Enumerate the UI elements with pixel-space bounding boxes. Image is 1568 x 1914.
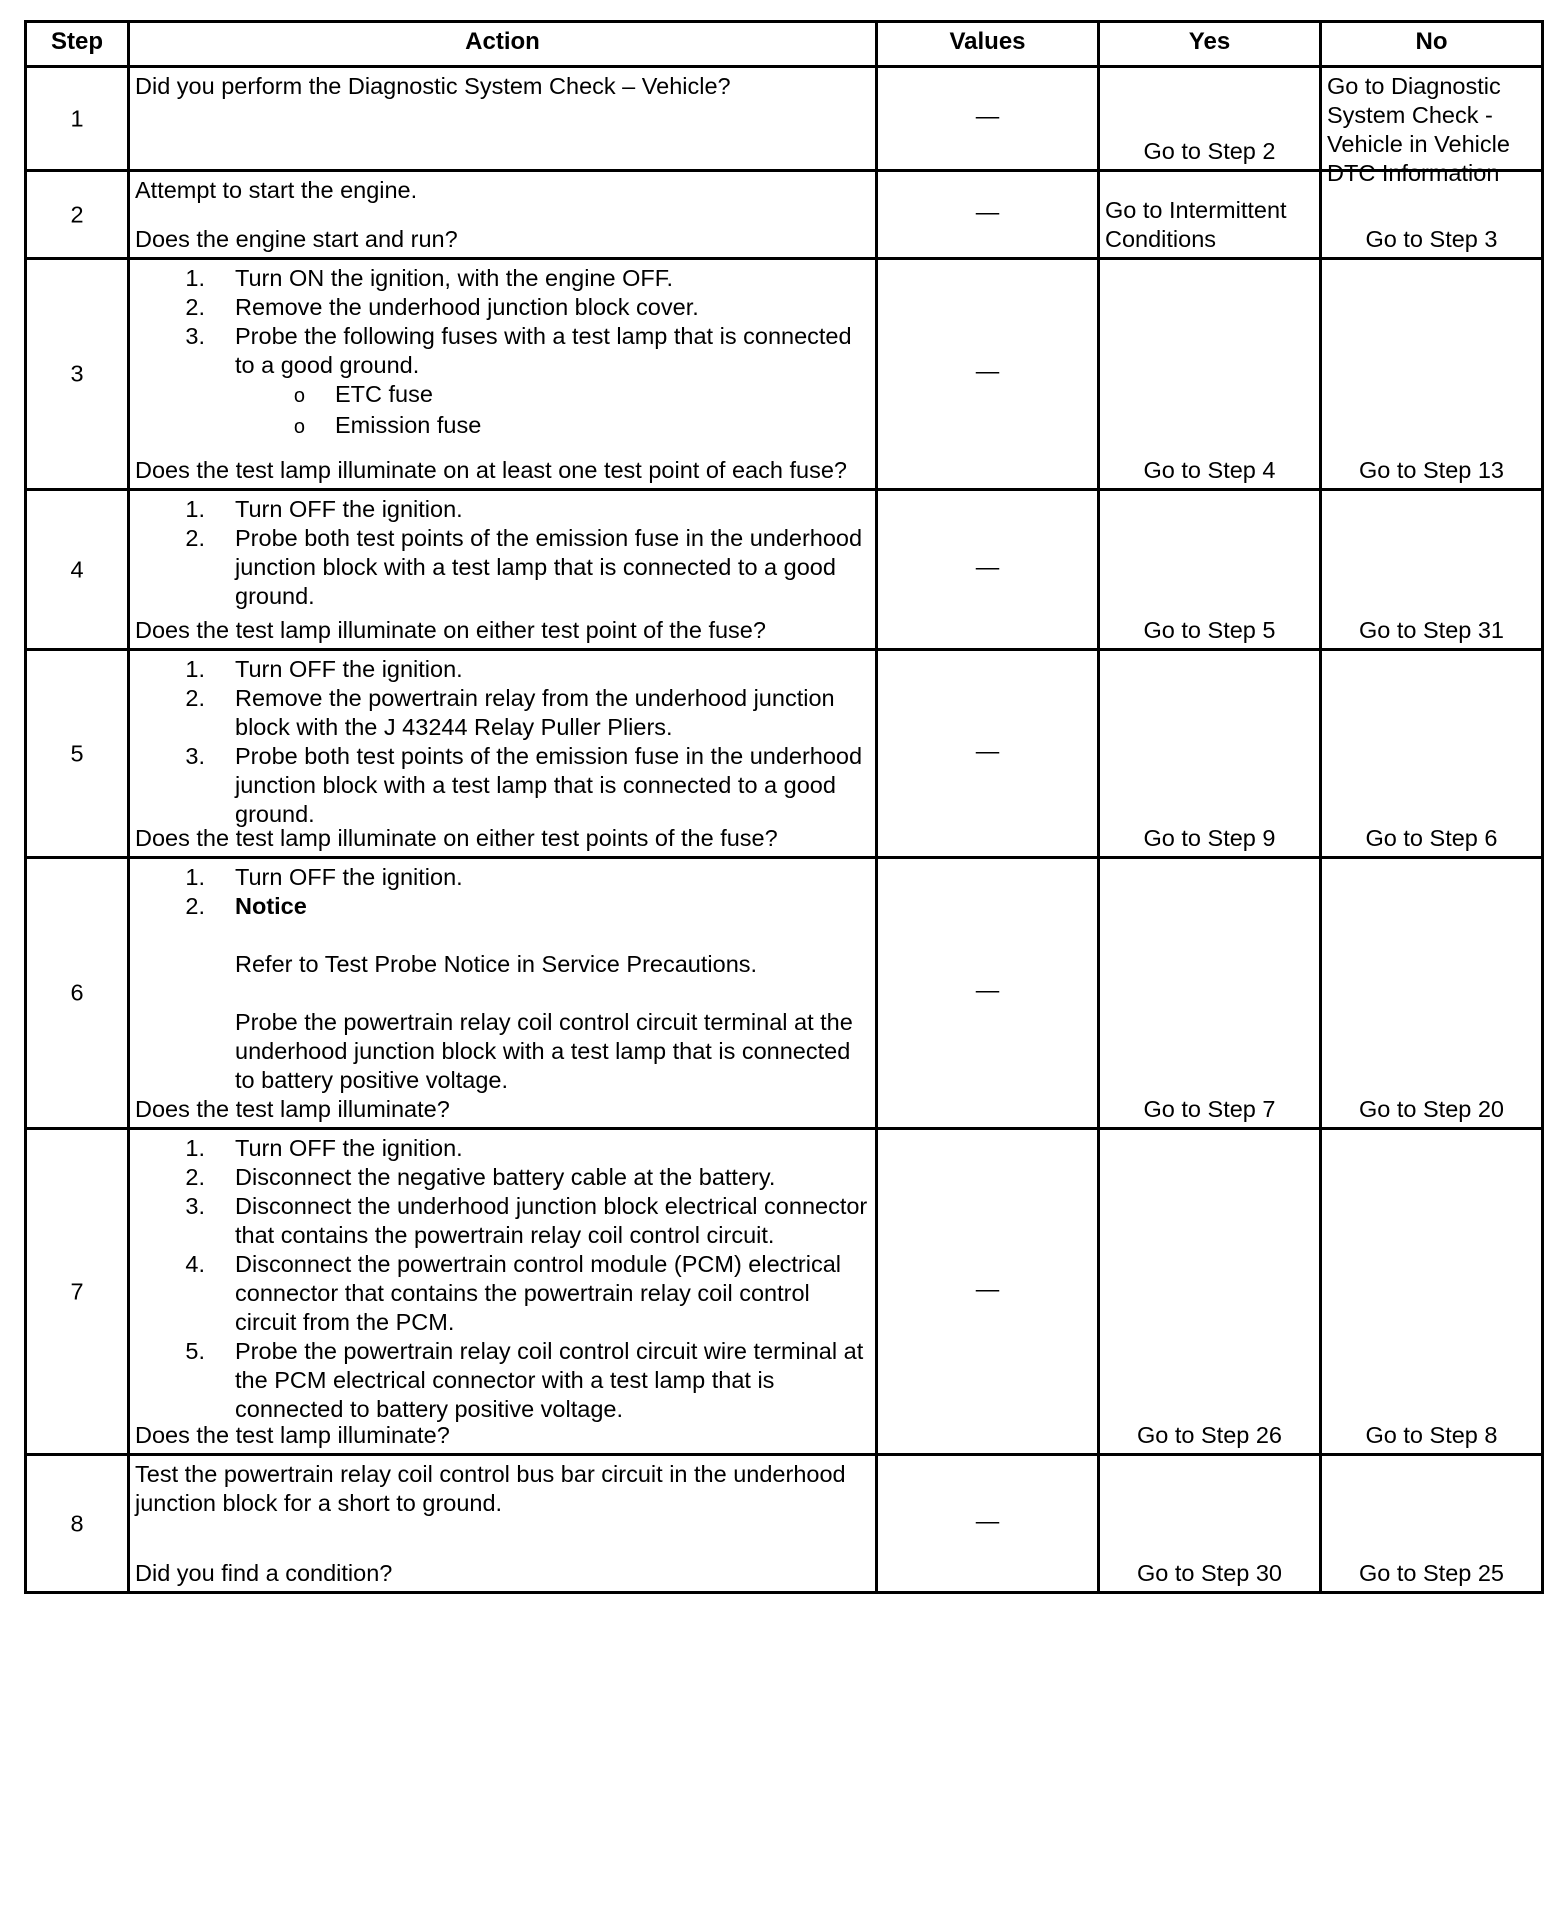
list-item: 5. Probe the powertrain relay coil control circuit wire terminal at the PCM electrical connector with a test lamp that is connected to battery positive voltage. xyxy=(185,1338,864,1422)
notice-label: Notice xyxy=(235,893,307,919)
list-item: 3. Probe the following fuses with a test lamp that is connected to a good ground. xyxy=(185,323,852,378)
action-text: Did you perform the Diagnostic System Check – Vehicle? xyxy=(135,73,731,99)
no-link[interactable]: Go to Step 6 xyxy=(1365,825,1498,851)
values-dash: — xyxy=(975,1507,1000,1534)
no-link[interactable]: Go to Step 13 xyxy=(1358,457,1505,483)
no-link[interactable]: Go to Step 25 xyxy=(1358,1560,1505,1586)
values-dash: — xyxy=(975,357,1000,384)
header-no: No xyxy=(1319,23,1541,65)
step-number: 3 xyxy=(70,360,84,387)
table-row xyxy=(27,169,1541,257)
action-question: Does the test lamp illuminate? xyxy=(135,1422,450,1448)
header-values: Values xyxy=(875,23,1097,65)
no-link[interactable]: Go to Step 31 xyxy=(1358,617,1505,643)
action-text: Test the powertrain relay coil control bus bar circuit in the underhood junction block for a short to ground. xyxy=(135,1461,846,1516)
list-item: 3. Probe both test points of the emission fuse in the underhood junction block with a test lamp that is connected to a good ground. xyxy=(185,743,863,827)
yes-link[interactable]: Go to Step 30 xyxy=(1136,1560,1283,1586)
probe-text: Probe the powertrain relay coil control circuit terminal at the underhood junction block with a test lamp that is connected to battery positive voltage. xyxy=(235,1009,853,1093)
values-dash: — xyxy=(975,737,1000,764)
notice-text: Refer to Test Probe Notice in Service Precautions. xyxy=(235,951,758,977)
header-step: Step xyxy=(50,28,103,55)
list-item: 2. Probe both test points of the emission fuse in the underhood junction block with a test lamp that is connected to a good ground. xyxy=(185,525,863,609)
table-row xyxy=(27,856,1541,1127)
yes-link[interactable]: Go to Step 26 xyxy=(1136,1422,1283,1448)
yes-link[interactable]: Go to Step 5 xyxy=(1143,617,1276,643)
no-link[interactable]: Go to Diagnostic System Check - Vehicle in Vehicle DTC Information xyxy=(1327,73,1510,186)
action-question: Does the test lamp illuminate on either test point of the fuse? xyxy=(135,617,766,643)
step-number: 1 xyxy=(70,105,84,131)
action-question: Does the test lamp illuminate on at least one test point of each fuse? xyxy=(135,457,847,483)
values-dash: — xyxy=(975,1275,1000,1302)
table-row xyxy=(27,1127,1541,1453)
yes-link[interactable]: Go to Intermittent Conditions xyxy=(1105,197,1287,252)
list-item: 1. Turn OFF the ignition. xyxy=(185,656,463,682)
no-link[interactable]: Go to Step 3 xyxy=(1365,226,1498,252)
action-question: Does the test lamp illuminate? xyxy=(135,1096,450,1122)
step-number: 2 xyxy=(70,201,84,227)
values-dash: — xyxy=(975,976,1000,1003)
step-number: 8 xyxy=(70,1510,84,1536)
values-dash: — xyxy=(975,553,1000,580)
table-row xyxy=(27,1453,1541,1591)
action-question: Did you find a condition? xyxy=(135,1560,393,1586)
sub-list-item: o ETC fuse xyxy=(293,381,433,407)
list-item: 1. Turn ON the ignition, with the engine OFF. xyxy=(185,265,674,291)
header-yes: Yes xyxy=(1097,23,1319,65)
step-number: 7 xyxy=(70,1278,84,1304)
yes-link[interactable]: Go to Step 4 xyxy=(1143,457,1276,483)
table-row xyxy=(27,648,1541,856)
no-link[interactable]: Go to Step 8 xyxy=(1365,1422,1498,1448)
yes-link[interactable]: Go to Step 7 xyxy=(1143,1096,1276,1122)
list-item: 1. Turn OFF the ignition. xyxy=(185,1135,463,1161)
yes-link[interactable]: Go to Step 2 xyxy=(1143,138,1276,164)
values-dash: — xyxy=(975,102,1000,129)
sub-list-item: o Emission fuse xyxy=(293,412,482,438)
list-item: 2. Disconnect the negative battery cable at the battery. xyxy=(185,1164,776,1190)
table-header xyxy=(27,23,1541,65)
header-action: Action xyxy=(127,23,875,65)
list-item: 2. Notice xyxy=(135,892,872,921)
table-row xyxy=(27,257,1541,488)
list-item: 1. Turn OFF the ignition. xyxy=(185,864,463,890)
action-text: Attempt to start the engine. xyxy=(135,177,418,203)
list-item: 1. Turn OFF the ignition. xyxy=(185,496,463,522)
diagnostic-table xyxy=(24,20,1544,1594)
list-item: 2. Remove the powertrain relay from the underhood junction block with the J 43244 Relay Puller Pliers. xyxy=(185,685,835,740)
step-number: 5 xyxy=(70,740,84,766)
table-row xyxy=(27,65,1541,186)
table-row xyxy=(27,488,1541,648)
action-question: Does the engine start and run? xyxy=(135,226,458,252)
action-question: Does the test lamp illuminate on either test points of the fuse? xyxy=(135,825,778,851)
list-item: 4. Disconnect the powertrain control module (PCM) electrical connector that contains the powertrain relay coil control circuit from the PCM. xyxy=(185,1251,842,1335)
values-dash: — xyxy=(975,198,1000,225)
yes-link[interactable]: Go to Step 9 xyxy=(1143,825,1276,851)
list-item: 2. Remove the underhood junction block cover. xyxy=(185,294,699,320)
step-number: 4 xyxy=(70,556,84,582)
no-link[interactable]: Go to Step 20 xyxy=(1358,1096,1505,1122)
list-item: 3. Disconnect the underhood junction block electrical connector that contains the powertrain relay coil control circuit. xyxy=(185,1193,868,1248)
step-number: 6 xyxy=(70,979,84,1006)
